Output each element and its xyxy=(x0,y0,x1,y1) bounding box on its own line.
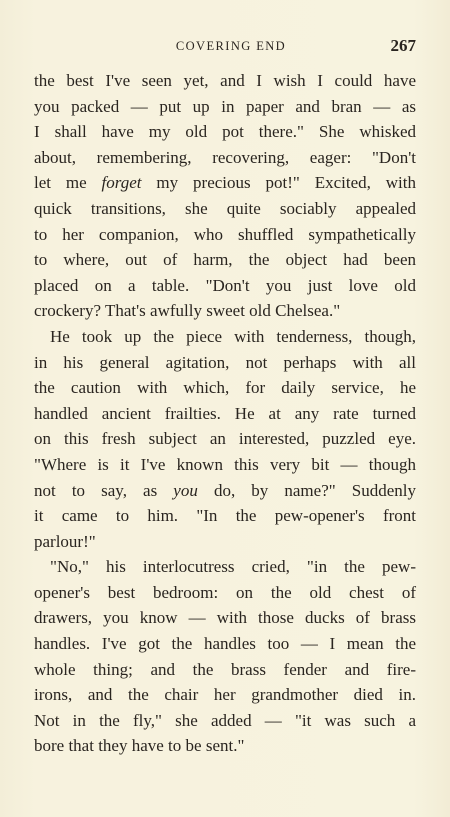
emphasis: you xyxy=(173,480,198,500)
text-run: not to say, as xyxy=(34,480,174,500)
text-line: drawers, you know — with those ducks of brass xyxy=(34,608,416,628)
body-text xyxy=(34,68,416,759)
text-line: bore that they have to be sent." xyxy=(34,736,245,756)
text-line: on this fresh subject an interested, puzzled eye. xyxy=(34,429,416,449)
text-line: about, remembering, recovering, eager: "Don't xyxy=(34,147,416,167)
running-head xyxy=(34,36,416,58)
text-run: do, by name?" Suddenly xyxy=(197,480,416,500)
text-line xyxy=(34,170,416,196)
text-line: irons, and the chair her grandmother died in. xyxy=(34,685,416,705)
text-line xyxy=(34,478,416,504)
text-line: to where, out of harm, the object had been xyxy=(34,250,416,270)
text-line: the caution with which, for daily service, he xyxy=(34,378,416,398)
running-title: COVERING END xyxy=(175,39,287,53)
text-line: opener's best bedroom: on the old chest of xyxy=(34,582,416,602)
text-line: to her companion, who shuffled sympathetically xyxy=(34,224,416,244)
text-line: He took up the piece with tenderness, though, xyxy=(50,326,416,346)
text-line: "No," his interlocutress cried, "in the pew- xyxy=(50,557,416,577)
text-line: quick transitions, she quite sociably appealed xyxy=(34,198,416,218)
text-line: handled ancient frailties. He at any rate turned xyxy=(34,403,416,423)
text-line: I shall have my old pot there." She whisked xyxy=(34,122,416,142)
text-line: "Where is it I've known this very bit — though xyxy=(34,454,416,474)
text-line: the best I've seen yet, and I wish I could have xyxy=(34,71,416,90)
text-line: whole thing; and the brass fender and fire- xyxy=(34,659,416,679)
text-line: crockery? That's awfully sweet old Chelsea." xyxy=(34,301,341,321)
text-line: parlour!" xyxy=(34,531,96,551)
text-line: in his general agitation, not perhaps with all xyxy=(34,352,416,372)
text-line: it came to him. "In the pew-opener's front xyxy=(34,506,416,526)
text-run: let me xyxy=(34,173,102,193)
text-line: Not in the fly," she added — "it was such a xyxy=(34,710,416,730)
text-line: you packed — put up in paper and bran — as xyxy=(34,96,416,116)
text-line: handles. I've got the handles too — I mean the xyxy=(34,634,416,654)
page-number: 267 xyxy=(390,36,416,55)
emphasis: forget xyxy=(101,173,142,193)
text-line: placed on a table. "Don't you just love old xyxy=(34,275,416,295)
text-run: my precious pot!" Excited, with xyxy=(141,173,416,193)
